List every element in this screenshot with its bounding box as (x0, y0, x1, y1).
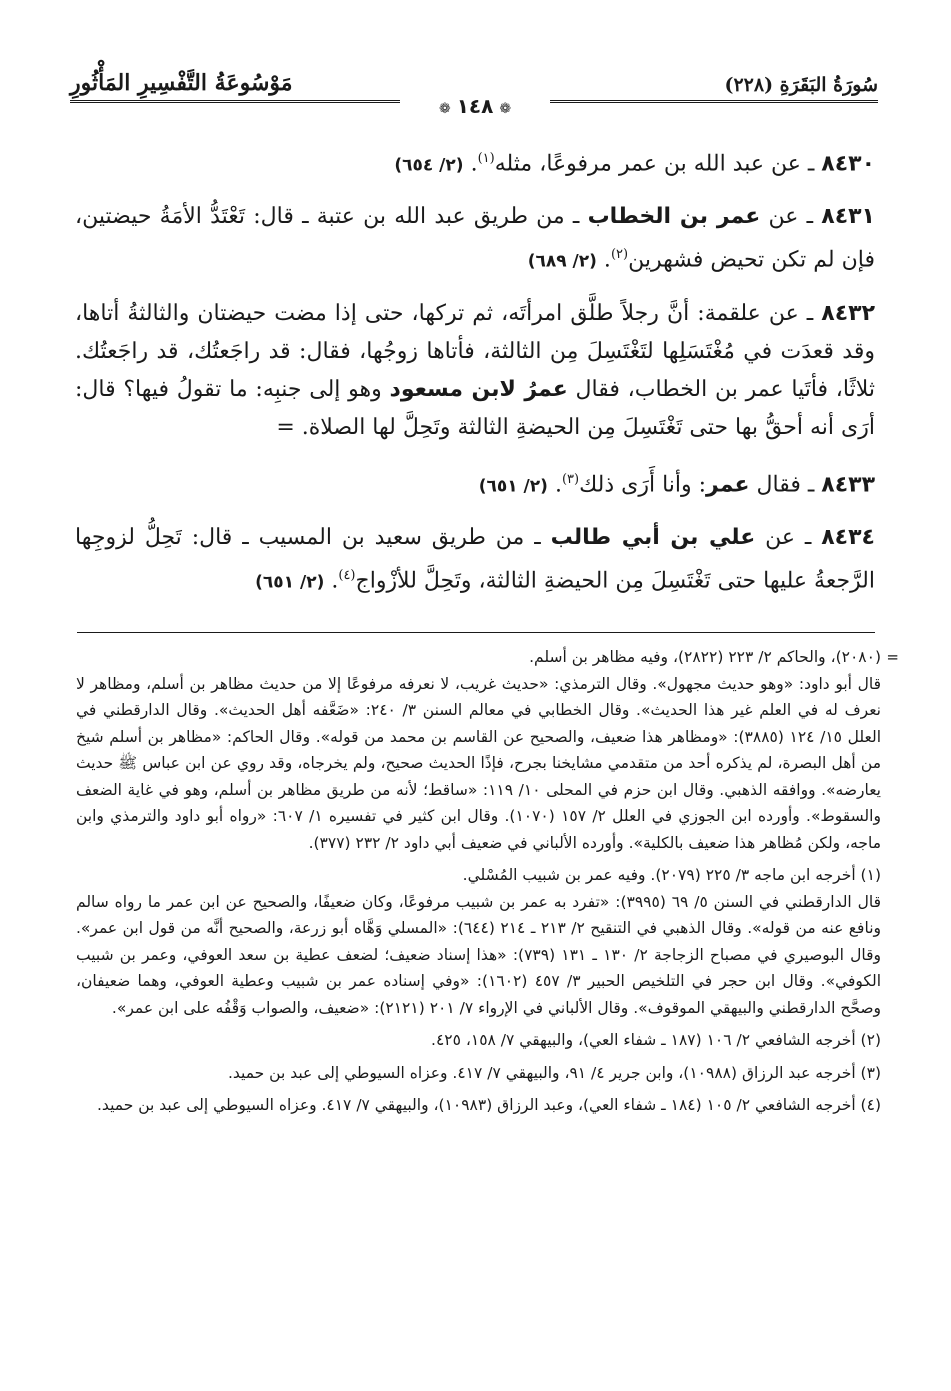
book-title: مَوْسُوعَةُ التَّفْسِيرِ المَأْثُورِ (70, 70, 293, 96)
footnote-4 (76, 1092, 881, 1119)
continuation-mark: = (886, 648, 899, 666)
footnotes (76, 644, 899, 1125)
footnote-marker[interactable]: (٣) (561, 471, 580, 487)
ornament-icon: ❁ (499, 101, 512, 117)
footnote-line: (١) أخرجه ابن ماجه ٣/ ٢٢٥ (٢٠٧٩). وفيه عمر بن شبيب المُسْلي. (462, 866, 881, 884)
footnote-line: (٤) أخرجه الشافعي ٢/ ١٠٥ (١٨٤ ـ شفاء العي)، وعبد الرزاق (١٠٩٨٣)، والبيهقي ٧/ ٤١٧. وعزاه السيوطي إلى عبد بن حميد. (97, 1096, 881, 1114)
footnote-2 (76, 1027, 881, 1054)
footnote-separator (77, 632, 875, 633)
footnote-marker[interactable]: (١) (477, 151, 495, 166)
entry-8431: ٨٤٣١ ـ عن عمر بن الخطاب ـ من طريق عبد الله بن عتبة ـ قال: تَعْتَدُّ الأمَةُ حيضتين، فإن لم تكن تحيض فشهرين$^{(٢)}$. (٢/ ٦٨٩) (75, 204, 875, 273)
footnote-marker[interactable]: (٤) (338, 567, 356, 583)
volume-reference: (٢/ ٦٥٤) (394, 155, 464, 176)
footnote-3 (76, 1060, 881, 1087)
volume-reference: (٢/ ٦٥١) (255, 572, 325, 593)
footnote-line: قال الدارقطني في السنن ٥/ ٦٩ (٣٩٩٥): «تفرد به عمر بن شبيب مرفوعًا، وكان ضعيفًا، والصحيح عن ابن عمر ما رواه سالم ونافع عنه من قوله». وقال الذهبي في التنقيح ٢/ ٢١٣ ـ ٢١٤ (٦٤٤): «المسلي وَهَّاه أبو زرعة، والصحيح أنَّه من قول ابن عمر». وقال البوصيري في مصباح الزجاجة ٢/ ١٣٠ ـ ١٣١ (٧٣٩): «هذا إسناد ضعيف؛ لضعف عطية بن سعد العوفي، وعمر بن شبيب الكوفي». وقال ابن حجر في التلخيص الحبير ٣/ ٤٥٧ (١٦٠٢): «وفي إسناده عمر بن شبيب وعطية العوفي، وهما ضعيفان، وصحَّح الدارقطني والبيهقي الموقوف». وقال الألباني في الإرواء ٧/ ٢٠١ (٢١٢١): «ضعيف، والصواب وَقْفُه على ابن عمر». (76, 892, 881, 1017)
footnote-marker[interactable]: (٢) (610, 247, 629, 263)
footnote-line: (٢٠٨٠)، والحاكم ٢/ ٢٢٣ (٢٨٢٢)، وفيه مظاهر بن أسلم. (529, 648, 881, 666)
entry-8433: ٨٤٣٣ ـ فقال عمر: وأنا أَرَى ذلك$^{(٣)}$. (٢/ ٦٥١) (478, 471, 875, 497)
narrator-name: عمر بن الخطاب (587, 204, 761, 230)
volume-reference: (٢/ ٦٥١) (478, 475, 548, 496)
footnote-line: قال أبو داود: «وهو حديث مجهول». وقال الترمذي: «حديث غريب، لا نعرفه مرفوعًا إلا من حديث مظاهر بن أسلم، ومظاهر لا نعرف له في العلم غير هذا الحديث». وقال الخطابي في معالم السنن ٣/ ٢٤٠: «ضَعَّفه أهل الحديث». وقال الدارقطني في العلل ١٥/ ١٢٤ (٣٨٨٥): «ومظاهر هذا ضعيف، والصحيح عن القاسم بن محمد من قوله». وقال الحاكم: «مظاهر بن أسلم شيخ من أهل البصرة، لم يذكره أحد من متقدمي مشايخنا بجرح، فإذًا الحديث صحيح، ولم يخرجاه، وقد روي عن ابن عباس ﷺ حديث يعارضه». ووافقه الذهبي. وقال ابن حزم في المحلى ١٠/ ١١٩: «ساقط؛ لأنه من طريق مظاهر بن أسلم، وهو في غاية الضعف والسقوط». وأورده ابن الجوزي في العلل ٢/ ١٥٧ (١٠٧٠). وقال ابن كثير في تفسيره ١/ ٦٠٧: «رواه أبو داود والترمذي وابن ماجه، ولكن مُظاهر هذا ضعيف بالكلية». وأورده الألباني في ضعيف أبي داود ٢/ ٢٣٢ (٣٧٧). (76, 674, 882, 852)
narrator-name: عمر (706, 471, 750, 497)
footnote-line: (٣) أخرجه عبد الرزاق (١٠٩٨٨)، وابن جرير ٤/ ٩١، والبيهقي ٧/ ٤١٧. وعزاه السيوطي إلى عبد بن حميد. (227, 1063, 881, 1082)
footnote-continuation (76, 644, 899, 856)
main-text (75, 140, 875, 615)
narrator-name: علي بن أبي طالب (550, 524, 756, 550)
footnote-1 (76, 862, 881, 1021)
footnote-line: (٢) أخرجه الشافعي ٢/ ١٠٦ (١٨٧ ـ شفاء العي)، والبيهقي ٧/ ١٥٨، ٤٢٥. (431, 1031, 881, 1049)
ornament-icon: ❁ (438, 101, 451, 117)
page-number: ❁١٤٨❁ (400, 93, 550, 119)
entry-8434: ٨٤٣٤ ـ عن علي بن أبي طالب ـ من طريق سعيد بن المسيب ـ قال: تَحِلُّ لزوجِها الرَّجعةُ عليها حتى تَغْتَسِلَ مِن الحيضةِ الثالثة، وتَحِلَّ للأزْواج$^{(٤)}$. (٢/ ٦٥١) (75, 524, 875, 594)
volume-reference: (٢/ ٦٨٩) (527, 251, 597, 272)
entry-8432: ٨٤٣٢ ـ عن علقمة: أنَّ رجلاً طلَّق امرأتَه، ثم تركها، حتى إذا مضت حيضتان والثالثةُ أتاها، وقد قعدَت في مُغْتَسَلِها لتَغْتَسِلَ مِن الثالثة، فأتاها زوجُها، فقال: قد راجَعتُك، قد راجَعتُك. ثلاثًا، فأتَيا عمر بن الخطاب، فقال عمرُ لابن مسعود وهو إلى جنبِه: ما تقولُ فيها؟ قال: أرَى أنه أحقُّ بها حتى تَغْتَسِلَ مِن الحيضةِ الثالثة وتَحِلَّ لها الصلاة. = (75, 300, 875, 440)
entry-8430: ٨٤٣٠ ـ عن عبد الله بن عمر مرفوعًا، مثله$^{(١)}$. (٢/ ٦٥٤) (394, 151, 875, 177)
narrator-name: عمرُ لابن مسعود (389, 376, 568, 402)
surah-header: سُورَةُ البَقَرَةِ (٢٢٨) (724, 74, 878, 96)
